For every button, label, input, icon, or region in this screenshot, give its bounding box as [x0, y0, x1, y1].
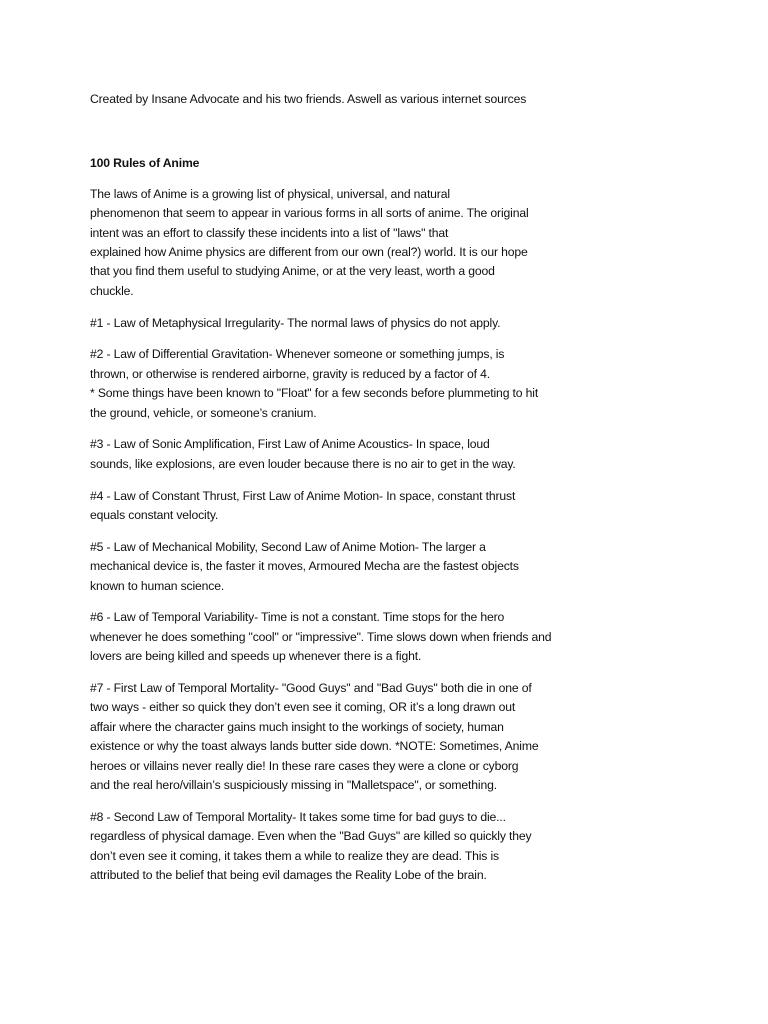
- paragraph-list: [90, 185, 590, 886]
- document-page: [90, 90, 590, 898]
- text-line: known to human science.: [90, 578, 225, 593]
- text-line: explained how Anime physics are different from our own (real?) world. It is our hope: [90, 245, 528, 260]
- paragraph: [90, 185, 590, 301]
- text-line: existence or why the toast always lands butter side down. *NOTE: Sometimes, Anime: [90, 739, 539, 754]
- paragraph: [90, 608, 590, 666]
- text-line: #5 - Law of Mechanical Mobility, Second Law of Anime Motion- The larger a: [90, 539, 486, 554]
- text-line: mechanical device is, the faster it moves, Armoured Mecha are the fastest objects: [90, 559, 519, 574]
- text-line: #2 - Law of Differential Gravitation- Whenever someone or something jumps, is: [90, 347, 505, 362]
- text-line: #8 - Second Law of Temporal Mortality- It takes some time for bad guys to die...: [90, 809, 506, 824]
- credit-line: Created by Insane Advocate and his two friends. Aswell as various internet sources: [90, 92, 527, 106]
- text-line: attributed to the belief that being evil damages the Reality Lobe of the brain.: [90, 868, 487, 883]
- text-line: and the real hero/villain’s suspiciously missing in "Malletspace", or something.: [90, 778, 497, 793]
- paragraph: [90, 345, 590, 423]
- text-line: regardless of physical damage. Even when the "Bad Guys" are killed so quickly they: [90, 829, 532, 844]
- text-line: whenever he does something "cool" or "impressive". Time slows down when friends and: [90, 629, 552, 644]
- text-line: thrown, or otherwise is rendered airborne, gravity is reduced by a factor of 4.: [90, 366, 491, 381]
- text-line: The laws of Anime is a growing list of physical, universal, and natural: [90, 186, 450, 201]
- text-line: sounds, like explosions, are even louder because there is no air to get in the way.: [90, 456, 516, 471]
- text-line: #4 - Law of Constant Thrust, First Law of Anime Motion- In space, constant thrust: [90, 488, 516, 503]
- text-line: phenomenon that seem to appear in various forms in all sorts of anime. The original: [90, 206, 529, 221]
- text-line: * Some things have been known to "Float" for a few seconds before plummeting to hit: [90, 386, 539, 401]
- text-line: chuckle.: [90, 283, 134, 298]
- paragraph: [90, 314, 590, 333]
- text-line: affair where the character gains much insight to the workings of society, human: [90, 719, 504, 734]
- text-line: two ways - either so quick they don’t even see it coming, OR it’s a long drawn out: [90, 700, 516, 715]
- text-line: #6 - Law of Temporal Variability- Time is not a constant. Time stops for the hero: [90, 610, 505, 625]
- text-line: that you find them useful to studying Anime, or at the very least, worth a good: [90, 264, 495, 279]
- paragraph: [90, 487, 590, 526]
- text-line: #1 - Law of Metaphysical Irregularity- The normal laws of physics do not apply.: [90, 315, 501, 330]
- paragraph: [90, 538, 590, 596]
- text-line: heroes or villains never really die! In these rare cases they were a clone or cyborg: [90, 758, 519, 773]
- document-title: 100 Rules of Anime: [90, 156, 200, 171]
- text-line: intent was an effort to classify these incidents into a list of "laws" that: [90, 225, 449, 240]
- text-line: equals constant velocity.: [90, 508, 219, 523]
- text-line: the ground, vehicle, or someone’s cranium.: [90, 405, 317, 420]
- paragraph: [90, 808, 590, 886]
- text-line: lovers are being killed and speeds up whenever there is a fight.: [90, 649, 422, 664]
- paragraph: [90, 679, 590, 795]
- text-line: #7 - First Law of Temporal Mortality- "Good Guys" and "Bad Guys" both die in one of: [90, 681, 532, 696]
- text-line: don’t even see it coming, it takes them a while to realize they are dead. This is: [90, 848, 499, 863]
- paragraph: [90, 435, 590, 474]
- text-line: #3 - Law of Sonic Amplification, First Law of Anime Acoustics- In space, loud: [90, 437, 490, 452]
